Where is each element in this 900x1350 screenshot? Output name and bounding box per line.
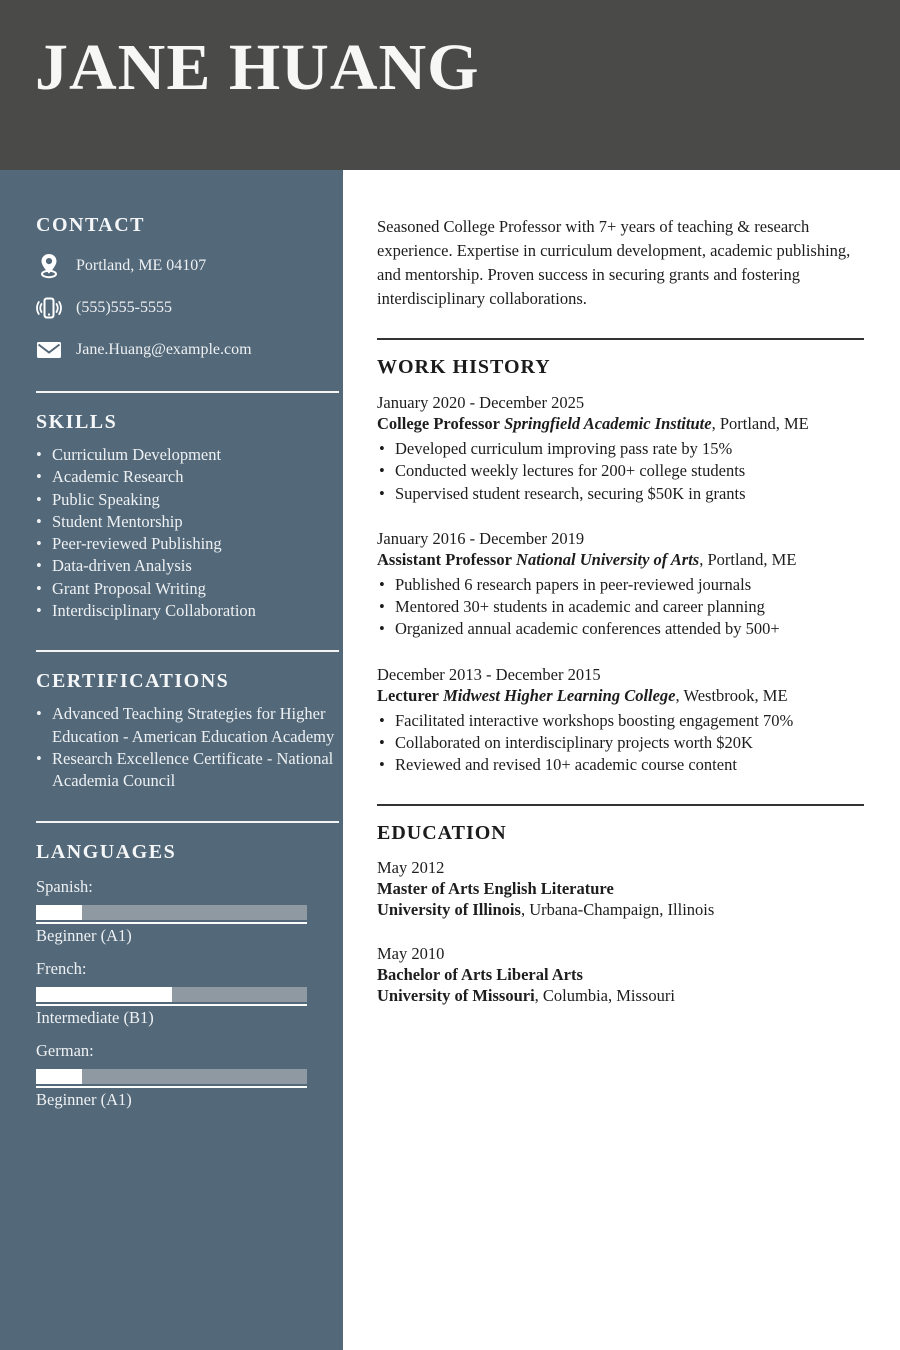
job-title-line <box>377 414 864 434</box>
skill-item: • Peer-reviewed Publishing <box>36 533 337 555</box>
contact-item <box>36 337 337 363</box>
job-entry <box>377 665 864 777</box>
languages-list <box>36 877 337 1110</box>
phone-icon <box>36 295 62 321</box>
job-entry <box>377 393 864 505</box>
job-title-line <box>377 550 864 570</box>
work-history-list <box>377 393 864 777</box>
job-dates: December 2013 - December 2015 <box>377 664 601 684</box>
job-bullet: • Published 6 research papers in peer-reviewed journals <box>377 574 864 596</box>
language-progress-fill <box>36 1069 82 1084</box>
languages-section <box>0 823 343 1110</box>
skill-item: • Student Mentorship <box>36 511 337 533</box>
skill-item: • Public Speaking <box>36 489 337 511</box>
work-history-heading: WORK HISTORY <box>377 356 551 378</box>
contact-list <box>36 253 337 363</box>
skills-list <box>36 444 337 622</box>
sidebar <box>0 170 343 1350</box>
language-level: Beginner (A1) <box>36 925 132 945</box>
contact-text: Jane.Huang@example.com <box>76 341 252 358</box>
job-bullet: • Organized annual academic conferences attended by 500+ <box>377 618 864 640</box>
location-icon <box>36 253 62 279</box>
education-school-line <box>377 900 864 920</box>
language-progress-bar <box>36 987 307 1002</box>
certifications-list <box>36 703 337 792</box>
education-degree: Master of Arts English Literature <box>377 878 614 898</box>
language-bar-underline <box>36 1086 307 1088</box>
name-title: JANE HUANG <box>35 31 480 104</box>
email-icon <box>36 337 62 363</box>
job-entry <box>377 529 864 641</box>
job-bullet: • Developed curriculum improving pass rate by 15% <box>377 438 864 460</box>
education-list <box>377 858 864 1006</box>
contact-item <box>36 295 337 321</box>
job-company: Midwest Higher Learning College <box>439 685 676 705</box>
contact-heading: CONTACT <box>36 214 146 236</box>
job-bullet: • Mentored 30+ students in academic and career planning <box>377 596 864 618</box>
job-role: Lecturer <box>377 685 439 705</box>
contact-item <box>36 253 337 279</box>
education-school-line <box>377 986 864 1006</box>
language-progress-fill <box>36 987 172 1002</box>
job-company: National University of Arts <box>511 549 700 569</box>
header <box>0 0 900 170</box>
job-location: , Portland, ME <box>711 414 809 433</box>
job-dates: January 2016 - December 2019 <box>377 528 585 548</box>
language-name: German: <box>36 1040 94 1060</box>
language-bar-underline <box>36 1004 307 1006</box>
job-bullet: • Supervised student research, securing $50K in grants <box>377 483 864 505</box>
certifications-section <box>0 652 343 792</box>
education-school: University of Illinois <box>377 899 521 919</box>
job-location: , Westbrook, ME <box>675 685 788 705</box>
job-dates: January 2020 - December 2025 <box>377 393 585 412</box>
section-divider <box>377 804 864 806</box>
job-role: Assistant Professor <box>377 549 512 569</box>
job-bullet-list <box>377 574 864 641</box>
skill-item: • Data-driven Analysis <box>36 555 337 577</box>
certifications-heading: CERTIFICATIONS <box>36 670 230 693</box>
job-bullet: • Facilitated interactive workshops boosting engagement 70% <box>377 710 864 732</box>
job-location: , Portland, ME <box>699 549 797 569</box>
certification-item: • Advanced Teaching Strategies for Higher Education - American Education Academy <box>36 703 337 748</box>
contact-text: Portland, ME 04107 <box>76 257 207 274</box>
language-level: Beginner (A1) <box>36 1089 132 1109</box>
education-date: May 2012 <box>377 857 445 877</box>
skills-heading: SKILLS <box>36 411 118 433</box>
job-bullet-list <box>377 710 864 777</box>
language-name: French: <box>36 958 87 978</box>
contact-section <box>0 170 343 363</box>
skill-item: • Academic Research <box>36 466 337 488</box>
summary-paragraph: Seasoned College Professor with 7+ years of teaching & research experience. Expertise in curriculum development, academic publishing, and mentorship. Proven success in securing grants and fostering interdisciplinary collaborations. <box>377 217 851 308</box>
education-heading: EDUCATION <box>377 821 507 844</box>
skill-item: • Grant Proposal Writing <box>36 578 337 600</box>
main-content <box>343 170 900 1350</box>
job-bullet: • Reviewed and revised 10+ academic course content <box>377 754 864 776</box>
education-entry <box>377 858 864 920</box>
section-divider <box>377 338 864 340</box>
skill-item: • Curriculum Development <box>36 444 337 466</box>
skill-item: • Interdisciplinary Collaboration <box>36 600 337 622</box>
education-entry <box>377 944 864 1006</box>
language-level: Intermediate (B1) <box>36 1007 154 1027</box>
education-date: May 2010 <box>377 943 445 963</box>
education-location: , Columbia, Missouri <box>534 985 675 1005</box>
education-school: University of Missouri <box>377 985 535 1005</box>
language-progress-bar <box>36 905 307 920</box>
job-title-line <box>377 686 864 706</box>
contact-text: (555)555-5555 <box>76 299 172 316</box>
job-bullet: • Collaborated on interdisciplinary projects worth $20K <box>377 732 864 754</box>
education-degree: Bachelor of Arts Liberal Arts <box>377 964 583 984</box>
language-bar-underline <box>36 922 307 924</box>
languages-heading: LANGUAGES <box>36 840 177 863</box>
job-company: Springfield Academic Institute <box>499 414 712 433</box>
education-location: , Urbana-Champaign, Illinois <box>520 899 715 919</box>
skills-section <box>0 393 343 622</box>
job-role: College Professor <box>377 414 500 433</box>
language-progress-bar <box>36 1069 307 1084</box>
language-name: Spanish: <box>36 876 93 896</box>
language-progress-fill <box>36 905 82 920</box>
job-bullet-list <box>377 438 864 505</box>
certification-item: • Research Excellence Certificate - National Academia Council <box>36 748 337 793</box>
job-bullet: • Conducted weekly lectures for 200+ college students <box>377 460 864 482</box>
